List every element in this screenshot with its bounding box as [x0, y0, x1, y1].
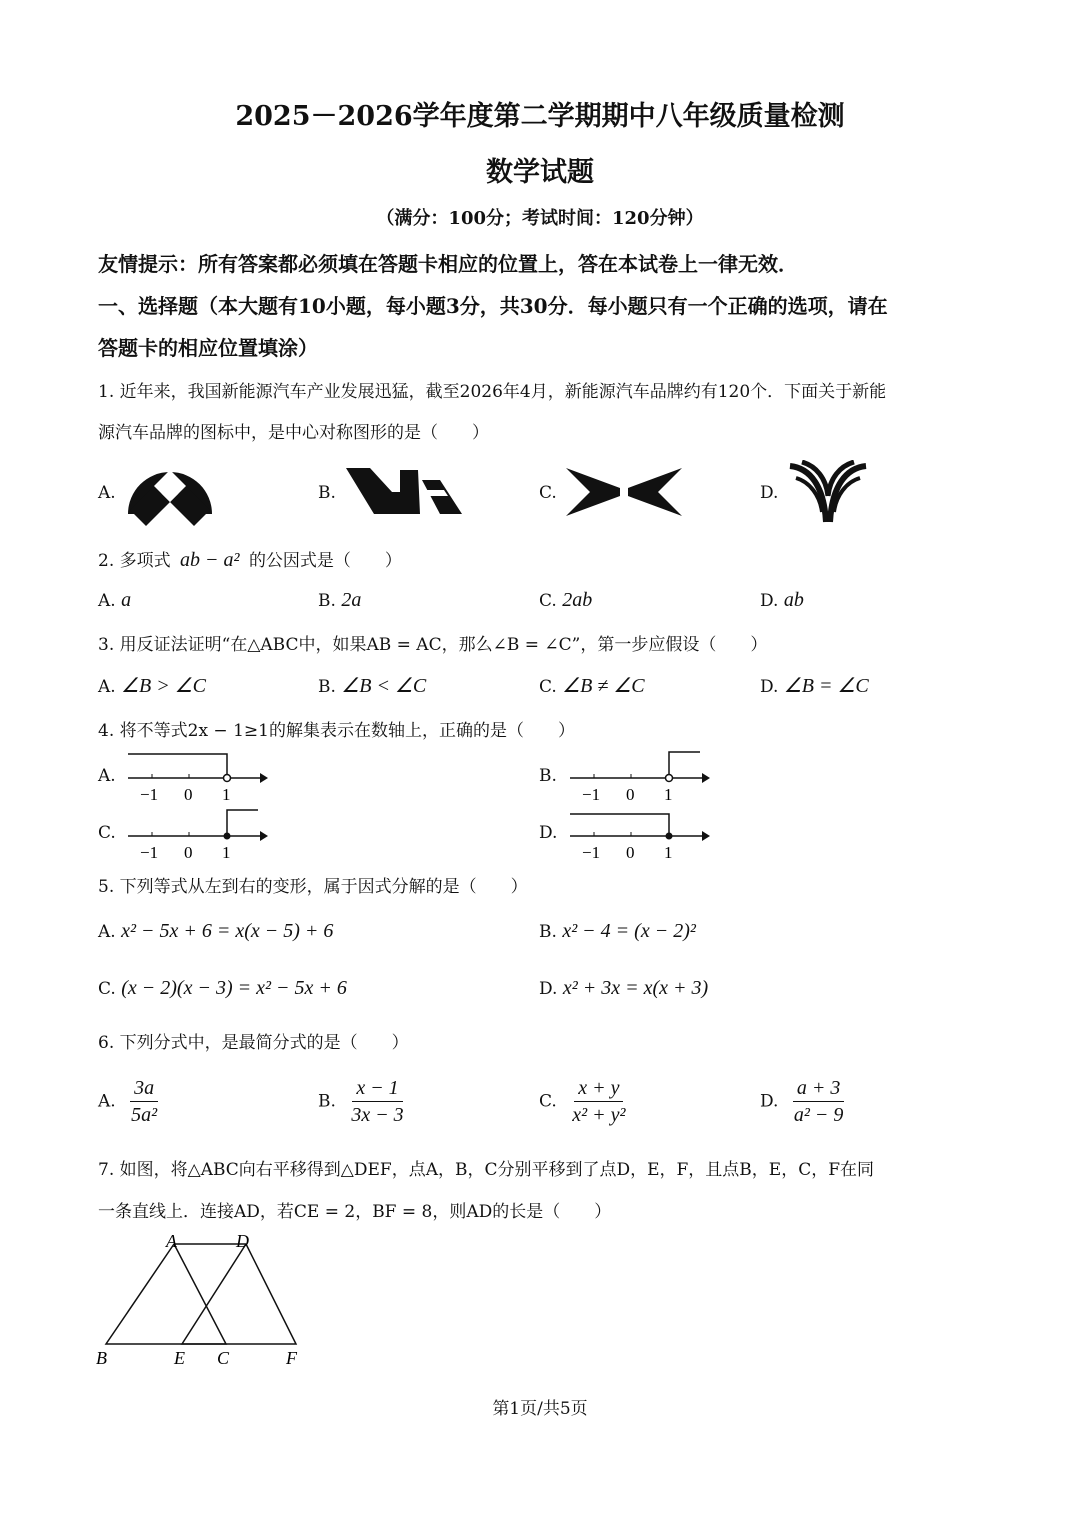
tick-label: −1: [140, 785, 159, 804]
exam-info: （满分：100分；考试时间：120分钟）: [376, 208, 704, 229]
q2-option-d: D. ab: [760, 589, 804, 611]
q2-expr: ab − a²: [180, 549, 240, 571]
tick-label: 0: [184, 785, 193, 804]
q6-question: 6. 下列分式中，是最简分式的是（ ）: [98, 1033, 409, 1053]
q1-line1: 1. 近年来，我国新能源汽车产业发展迅猛，截至2026年4月，新能源汽车品牌约有120个．下面关于新能: [98, 382, 887, 402]
q2-post: 的公因式是（ ）: [248, 551, 402, 571]
tick-label: −1: [582, 843, 601, 862]
tick-label: −1: [140, 843, 159, 862]
q4-number-line-d: [566, 806, 711, 862]
exam-title: 2025－2026学年度第二学期期中八年级质量检测: [235, 101, 845, 132]
tick-label: 1: [664, 843, 673, 862]
q1-logo-c: [564, 466, 684, 518]
q5-option-a: A. x² − 5x + 6 = x(x − 5) + 6: [98, 920, 334, 942]
tick-label: 1: [222, 785, 231, 804]
q3-option-a: A. ∠B > ∠C: [98, 675, 207, 697]
tick-label: 0: [184, 843, 193, 862]
q1-logo-b: [344, 466, 468, 516]
q5-question: 5. 下列等式从左到右的变形，属于因式分解的是（ ）: [98, 877, 528, 897]
q4-option-a-label: A.: [98, 766, 116, 786]
point-label-c: C: [217, 1348, 230, 1368]
tick-label: 0: [626, 785, 635, 804]
q2-option-c: C. 2ab: [539, 589, 593, 611]
q3-option-c: C. ∠B ≠ ∠C: [539, 675, 645, 697]
q1-logo-a: [124, 452, 216, 532]
q1-option-c-label: C.: [539, 483, 557, 503]
point-label-d: D: [236, 1231, 249, 1251]
tick-label: −1: [582, 785, 601, 804]
q4-option-c-label: C.: [98, 823, 116, 843]
point-label-b: B: [96, 1348, 107, 1368]
q4-option-d-label: D.: [539, 823, 558, 843]
q2-pre: 2. 多项式: [98, 551, 171, 571]
q7-diagram: [90, 1228, 330, 1370]
q3-question: 3. 用反证法证明“在△ABC中，如果AB = AC，那么∠B = ∠C”，第一步应假设（ ）: [98, 635, 768, 655]
q7-line1: 7. 如图，将△ABC向右平移得到△DEF，点A，B，C分别平移到了点D，E，F，且点B，E，C，F在同: [98, 1160, 875, 1180]
q2-question: [98, 546, 402, 572]
q4-number-line-b: [566, 748, 711, 804]
q4-question: 4. 将不等式2x − 1≥1的解集表示在数轴上，正确的是（ ）: [98, 721, 575, 741]
q4-number-line-a: [124, 748, 269, 804]
q5-option-b: B. x² − 4 = (x − 2)²: [539, 920, 696, 942]
exam-subtitle: 数学试题: [486, 157, 594, 188]
q3-option-d: D. ∠B = ∠C: [760, 675, 869, 697]
q4-number-line-c: [124, 806, 269, 862]
point-label-a: A: [166, 1231, 177, 1251]
section1-heading-line2: 答题卡的相应位置填涂）: [98, 336, 318, 360]
tick-label: 1: [222, 843, 231, 862]
q1-line2: 源汽车品牌的图标中，是中心对称图形的是（ ）: [98, 423, 489, 443]
point-label-f: F: [286, 1348, 297, 1368]
q5-option-c: C. (x − 2)(x − 3) = x² − 5x + 6: [98, 977, 347, 999]
q7-line2: 一条直线上．连接AD，若CE = 2，BF = 8，则AD的长是（ ）: [98, 1202, 612, 1222]
q2-option-a: A. a: [98, 589, 132, 611]
q5-option-d: D. x² + 3x = x(x + 3): [539, 977, 709, 999]
q3-option-b: B. ∠B < ∠C: [318, 675, 427, 697]
q6-option-b: B. $\frac{x - 1}{3x - 3}$: [318, 1077, 404, 1126]
notice: 友情提示：所有答案都必须填在答题卡相应的位置上，答在本试卷上一律无效．: [98, 252, 798, 276]
q4-option-b-label: B.: [539, 766, 557, 786]
q6-option-a: A. $\frac{3a}{\text{5a²}}$: [98, 1077, 158, 1126]
q6-option-c: C. $\frac{x + y}{\text{x² + y²}}$: [539, 1077, 626, 1126]
q6-option-d: D. $\frac{a + 3}{\text{a² − 9}}$: [760, 1077, 844, 1126]
q1-option-b-label: B.: [318, 483, 336, 503]
q1-option-a-label: A.: [98, 483, 116, 503]
section1-heading-line1: 一、选择题（本大题有10小题，每小题3分，共30分．每小题只有一个正确的选项，请在: [98, 294, 888, 318]
q2-option-b: B. 2a: [318, 589, 362, 611]
q1-option-d-label: D.: [760, 483, 779, 503]
page-number: 第1页/共5页: [492, 1399, 588, 1419]
tick-label: 1: [664, 785, 673, 804]
q1-logo-d: [786, 460, 870, 526]
tick-label: 0: [626, 843, 635, 862]
point-label-e: E: [174, 1348, 185, 1368]
